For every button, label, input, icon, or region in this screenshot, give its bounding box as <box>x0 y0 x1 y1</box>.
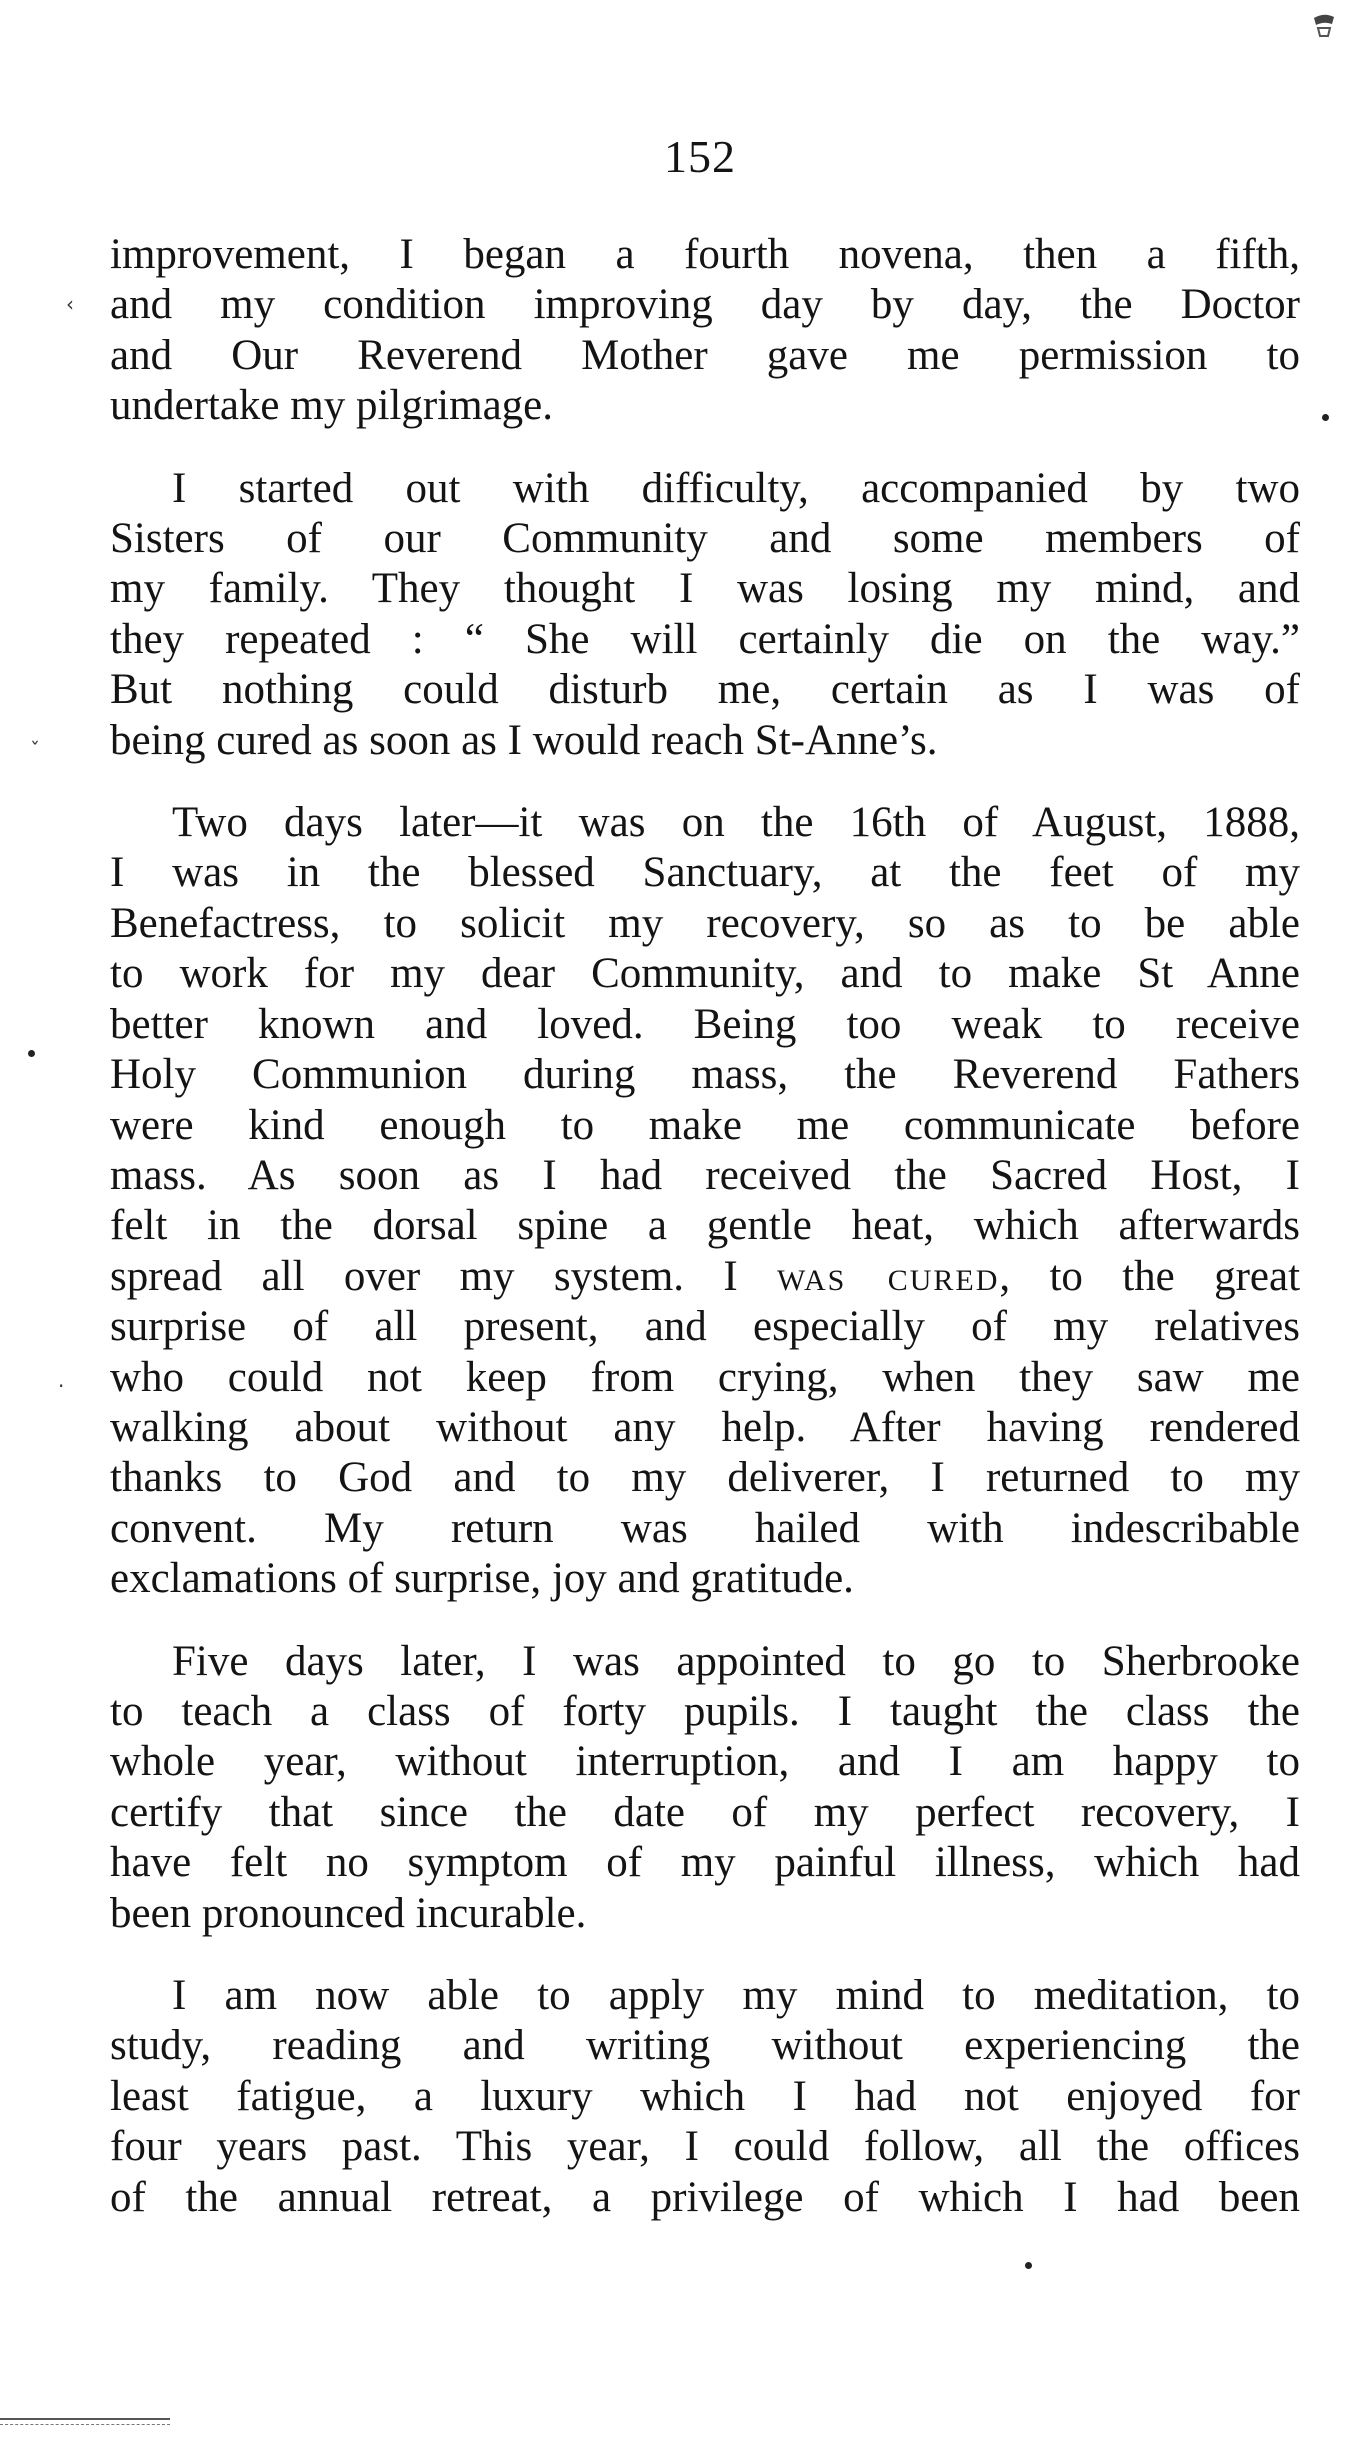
paragraph-4 <box>110 1637 1300 1939</box>
text-line: to teach a class of forty pupils. I taught the class the <box>110 1687 1300 1735</box>
library-stamp-mark <box>1310 12 1338 42</box>
footer-rule <box>0 2418 170 2425</box>
text-line: Benefactress, to solicit my recovery, so as to be able <box>110 899 1300 947</box>
text-line: Two days later—it was on the 16th of August, 1888, <box>172 799 1300 847</box>
text-line: been pronounced incurable. <box>110 1889 587 1937</box>
scan-speck <box>1322 414 1329 421</box>
text-line: I started out with difficulty, accompanied by two <box>172 464 1300 512</box>
text-fragment: spread all over my system. I <box>110 1252 738 1300</box>
page-number: 152 <box>664 131 736 182</box>
text-line: study, reading and writing without experiencing the <box>110 2022 1300 2070</box>
text-line: have felt no symptom of my painful illness, which had <box>110 1839 1300 1887</box>
text-line: convent. My return was hailed with indescribable <box>110 1504 1300 1552</box>
text-line: least fatigue, a luxury which I had not enjoyed for <box>110 2072 1300 2120</box>
text-line: were kind enough to make me communicate before <box>110 1101 1300 1149</box>
scan-speck <box>28 1050 35 1057</box>
text-line-with-small-caps <box>110 1252 1300 1302</box>
text-line: felt in the dorsal spine a gentle heat, which afterwards <box>110 1202 1300 1250</box>
text-line: Holy Communion during mass, the Reverend Fathers <box>110 1051 1300 1099</box>
text-line: Five days later, I was appointed to go to Sherbrooke <box>172 1637 1300 1685</box>
paragraph-5 <box>110 1971 1300 2223</box>
body-text <box>110 230 1300 2255</box>
margin-mark: ˇ <box>30 738 40 762</box>
text-line: four years past. This year, I could follow, all the offices <box>110 2123 1300 2171</box>
text-line: and Our Reverend Mother gave me permission to <box>110 331 1300 379</box>
text-line: they repeated : “ She will certainly die on the way.” <box>110 615 1300 663</box>
text-line: undertake my pilgrimage. <box>110 382 553 430</box>
text-line: Sisters of our Community and some members of <box>110 515 1300 563</box>
text-line: who could not keep from crying, when they saw me <box>110 1353 1300 1401</box>
margin-mark: . <box>58 1368 65 1392</box>
text-line: my family. They thought I was losing my mind, and <box>110 565 1300 613</box>
text-line: to work for my dear Community, and to make St Anne <box>110 950 1300 998</box>
text-fragment: , to the great <box>999 1252 1301 1300</box>
text-line: mass. As soon as I had received the Sacred Host, I <box>110 1151 1300 1199</box>
text-line: I was in the blessed Sanctuary, at the feet of my <box>110 849 1300 897</box>
text-line: walking about without any help. After having rendered <box>110 1403 1300 1451</box>
text-line: exclamations of surprise, joy and gratitude. <box>110 1555 854 1603</box>
text-line: better known and loved. Being too weak to receive <box>110 1000 1300 1048</box>
paragraph-3 <box>110 798 1300 1605</box>
text-line: thanks to God and to my deliverer, I returned to my <box>110 1454 1300 1502</box>
text-line: whole year, without interruption, and I am happy to <box>110 1738 1300 1786</box>
text-line: certify that since the date of my perfect recovery, I <box>110 1788 1300 1836</box>
text-line: improvement, I began a fourth novena, then a fifth, <box>110 231 1300 278</box>
text-line: surprise of all present, and especially of my relatives <box>110 1303 1300 1351</box>
text-line: being cured as soon as I would reach St-Anne’s. <box>110 716 938 764</box>
paragraph-2 <box>110 464 1300 766</box>
paragraph-1 <box>110 230 1300 432</box>
text-line: But nothing could disturb me, certain as I was of <box>110 666 1300 714</box>
text-line: and my condition improving day by day, the Doctor <box>110 281 1300 329</box>
scan-speck <box>1025 2262 1032 2269</box>
small-caps-phrase: was cured <box>777 1252 1000 1300</box>
text-line: I am now able to apply my mind to meditation, to <box>172 1972 1300 2019</box>
margin-mark: ‹ <box>66 292 74 316</box>
text-line: of the annual retreat, a privilege of which I had been <box>110 2173 1300 2221</box>
